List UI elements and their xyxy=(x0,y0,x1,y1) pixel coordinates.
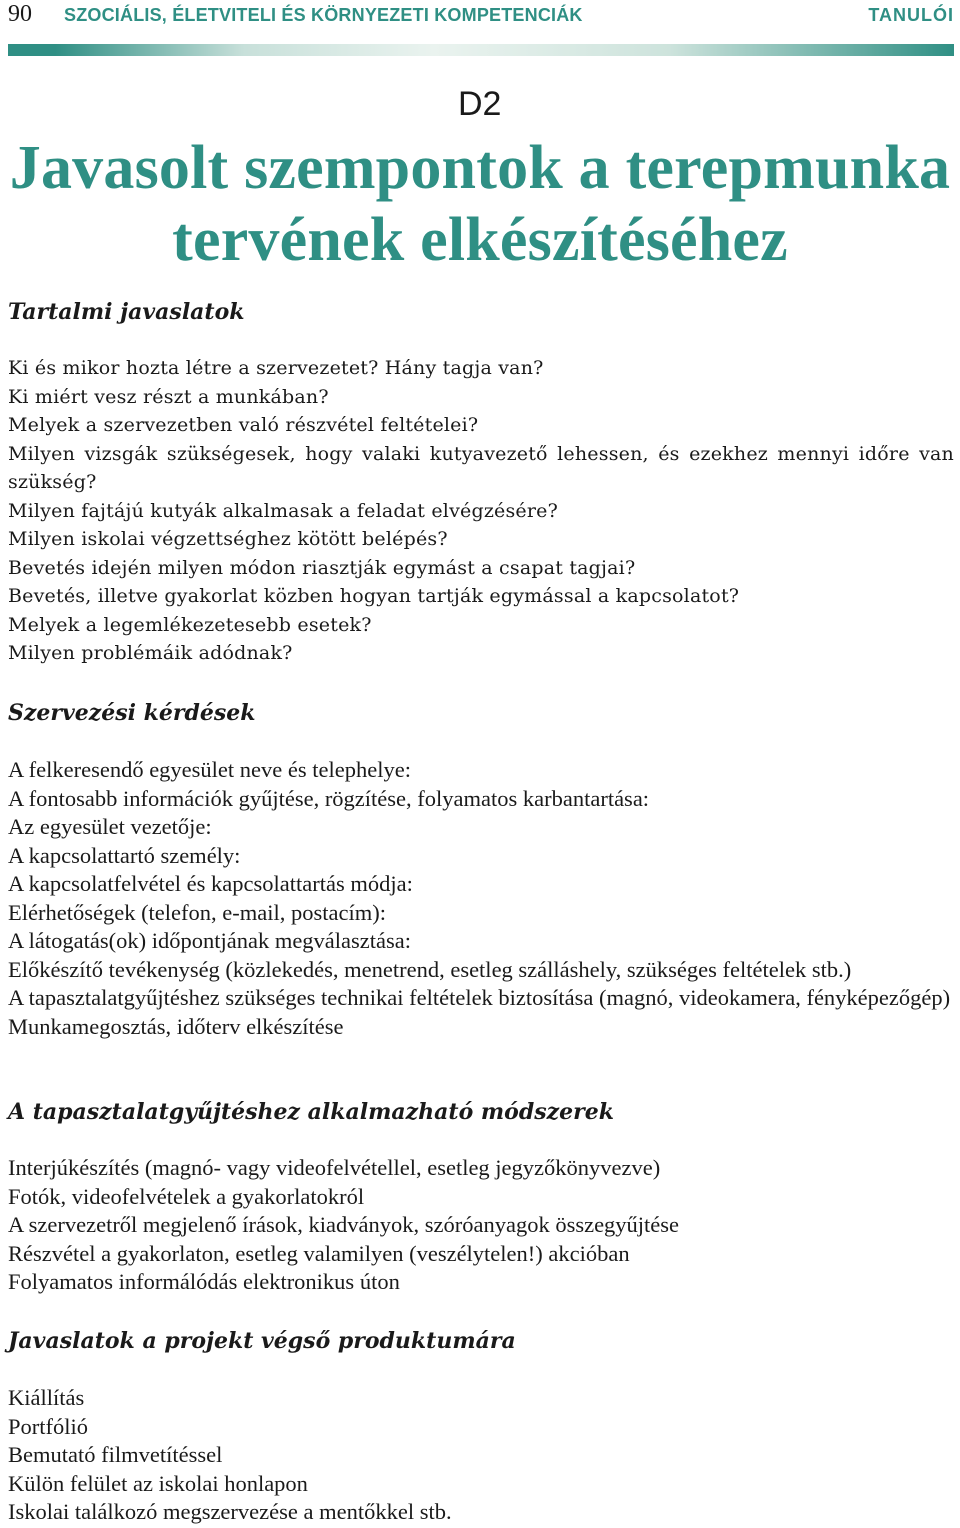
page-title xyxy=(0,132,960,276)
list-item: A tapasztalatgyűjtéshez szükséges technikai feltételek biztosítása (magnó, videokamera, fényképezőgép) xyxy=(8,985,951,1010)
section-heading-methods: A tapasztalatgyűjtéshez alkalmazható módszerek xyxy=(8,1099,614,1125)
list-item: A kapcsolatfelvétel és kapcsolattartás módja: xyxy=(8,871,413,896)
section-heading-final-product: Javaslatok a projekt végső produktumára xyxy=(8,1328,516,1354)
list-item: Kiállítás xyxy=(8,1385,85,1410)
list-item: Munkamegosztás, időterv elkészítése xyxy=(8,1013,344,1039)
list-item: Ki és mikor hozta létre a szervezetet? Hány tagja van? xyxy=(8,357,544,379)
list-item: Melyek a szervezetben való részvétel feltételei? xyxy=(8,414,479,436)
list-item: A szervezetről megjelenő írások, kiadványok, szóróanyagok összegyűjtése xyxy=(8,1212,680,1237)
list-item: Előkészítő tevékenység (közlekedés, menetrend, esetleg szálláshely, szükséges feltételek stb.) xyxy=(8,956,852,982)
list-item: Interjúkészítés (magnó- vagy videofelvétellel, esetleg jegyzőkönyvezve) xyxy=(8,1155,661,1180)
header-divider-bar xyxy=(8,44,954,56)
list-item: Milyen fajtájú kutyák alkalmasak a feladat elvégzésére? xyxy=(8,499,558,522)
list-item: A kapcsolattartó személy: xyxy=(8,842,241,868)
list-item: Milyen iskolai végzettséghez kötött belépés? xyxy=(8,528,448,550)
page-number: 90 xyxy=(8,1,32,27)
list-item: Bevetés idején milyen módon riasztják egymást a csapat tagjai? xyxy=(8,556,636,579)
list-item: Fotók, videofelvételek a gyakorlatokról xyxy=(8,1183,365,1209)
content-questions-list xyxy=(8,354,954,668)
page-title-line-2: tervének elkészítéséhez xyxy=(172,206,788,274)
section-heading-content: Tartalmi javaslatok xyxy=(8,299,245,325)
running-title: SZOCIÁLIS, ÉLETVITELI ÉS KÖRNYEZETI KOMPETENCIÁK xyxy=(64,5,583,25)
list-item: Melyek a legemlékezetesebb esetek? xyxy=(8,613,372,636)
list-item: Milyen vizsgák szükségesek, hogy valaki kutyavezető lehessen, és ezekhez mennyi időre van szükség? xyxy=(8,442,954,493)
section-heading-organizing: Szervezési kérdések xyxy=(8,700,256,726)
list-item: Külön felület az iskolai honlapon xyxy=(8,1470,308,1496)
list-item: A látogatás(ok) időpontjának megválasztása: xyxy=(8,928,412,953)
organizing-questions-list xyxy=(8,756,954,1041)
list-item: Bemutató filmvetítéssel xyxy=(8,1442,223,1467)
methods-list xyxy=(8,1154,954,1297)
list-item: Elérhetőségek (telefon, e-mail, postacím): xyxy=(8,899,386,925)
running-section-label: TANULÓI xyxy=(868,5,954,25)
list-item: Az egyesület vezetője: xyxy=(8,814,212,839)
list-item: Ki miért vesz részt a munkában? xyxy=(8,385,329,408)
page-title-line-1: Javasolt szempontok a terepmunka xyxy=(9,134,951,202)
list-item: A felkeresendő egyesület neve és telephelye: xyxy=(8,757,411,782)
list-item: Portfólió xyxy=(8,1413,89,1439)
document-code: D2 xyxy=(458,85,502,123)
list-item: Részvétel a gyakorlaton, esetleg valamilyen (veszélytelen!) akcióban xyxy=(8,1240,630,1266)
final-product-list xyxy=(8,1384,954,1527)
list-item: Iskolai találkozó megszervezése a mentőkkel stb. xyxy=(8,1499,452,1524)
page-header xyxy=(8,0,954,30)
list-item: Folyamatos informálódás elektronikus úton xyxy=(8,1269,400,1294)
list-item: Milyen problémáik adódnak? xyxy=(8,642,293,664)
list-item: Bevetés, illetve gyakorlat közben hogyan tartják egymással a kapcsolatot? xyxy=(8,585,740,607)
list-item: A fontosabb információk gyűjtése, rögzítése, folyamatos karbantartása: xyxy=(8,785,650,811)
